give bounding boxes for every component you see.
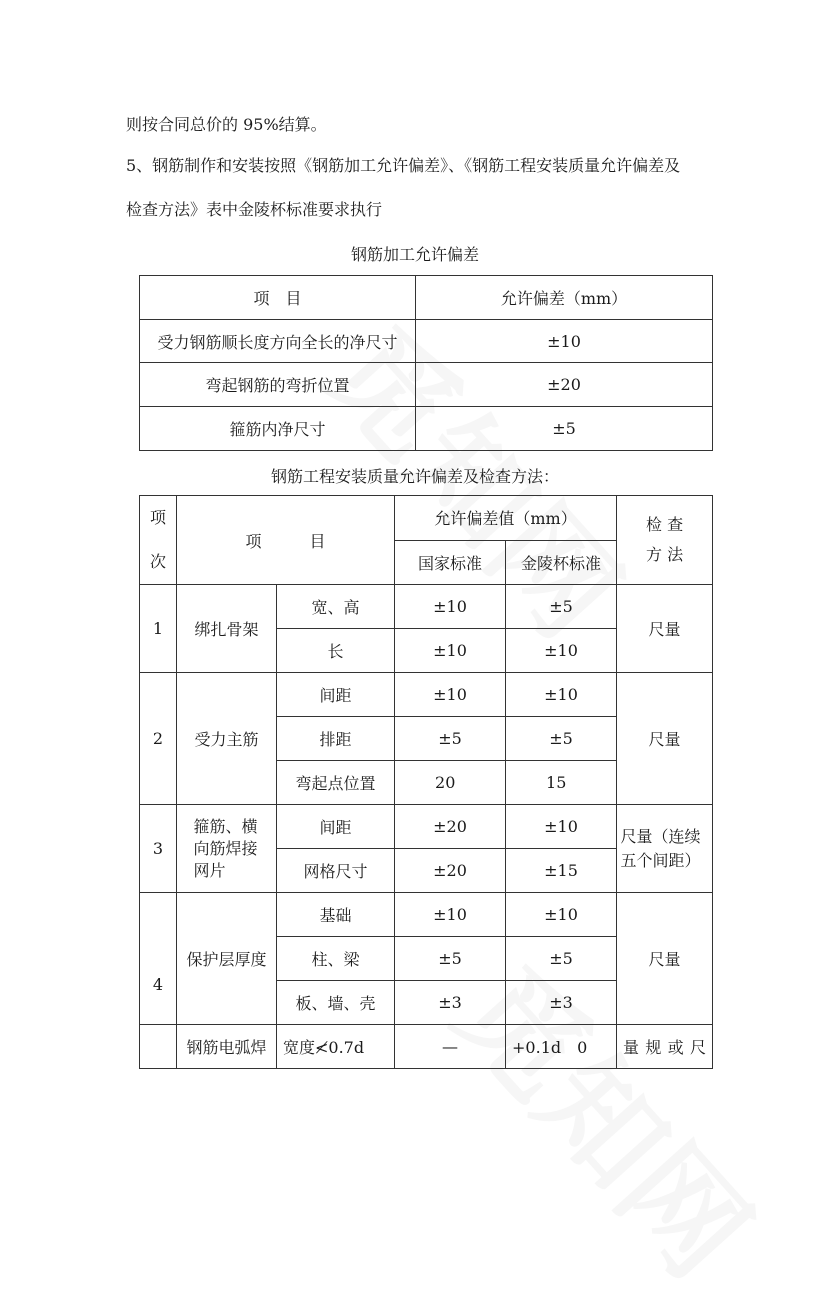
sub-item: 基础	[277, 893, 395, 937]
jinling-value: ±10	[506, 805, 617, 849]
check-method: 尺量	[617, 673, 713, 805]
table2-caption: 钢筋工程安装质量允许偏差及检查方法：	[270, 467, 559, 486]
paragraph-line-2: 5、钢筋制作和安装按照《钢筋加工允许偏差》、《钢筋工程安装质量允许偏差及	[126, 156, 681, 175]
group-name: 保护层厚度	[177, 893, 277, 1025]
table-row	[140, 320, 713, 363]
table1-item: 弯起钢筋的弯折位置	[140, 363, 416, 407]
jinling-value: ±10	[506, 629, 617, 673]
table1-value: ±20	[416, 363, 713, 407]
table1-header-tolerance: 允许偏差（mm）	[416, 276, 713, 320]
table1-item: 受力钢筋顺长度方向全长的净尺寸	[140, 320, 416, 363]
jinling-value: ±3	[506, 981, 617, 1025]
jinling-value: ±5	[506, 585, 617, 629]
sub-item: 长	[277, 629, 395, 673]
jinling-value: ±15	[506, 849, 617, 893]
check-method: 量 规 或 尺	[617, 1025, 713, 1069]
header-item: 项 目	[177, 496, 395, 585]
national-value: ±10	[395, 629, 506, 673]
national-value: ±10	[395, 673, 506, 717]
table2-header-row	[140, 496, 713, 541]
group-number: 1	[140, 585, 177, 673]
table-row	[140, 407, 713, 451]
table1-value: ±5	[416, 407, 713, 451]
jinling-value: ±5	[506, 937, 617, 981]
jinling-value: ±5	[506, 717, 617, 761]
header-method: 检 查 方 法	[617, 496, 713, 585]
table-row	[140, 585, 713, 629]
header-national: 国家标准	[395, 540, 506, 585]
table1-item: 箍筋内净尺寸	[140, 407, 416, 451]
jinling-value: 15	[506, 761, 617, 805]
group-number: 2	[140, 673, 177, 805]
table-row	[140, 805, 713, 849]
check-method: 尺量	[617, 893, 713, 1025]
table1	[139, 275, 713, 451]
table-row	[140, 673, 713, 717]
table1-header-item: 项 目	[140, 276, 416, 320]
national-value: ±20	[395, 849, 506, 893]
national-value: ±5	[395, 717, 506, 761]
table-row	[140, 363, 713, 407]
sub-item: 网格尺寸	[277, 849, 395, 893]
sub-item: 宽、高	[277, 585, 395, 629]
group-name: 受力主筋	[177, 673, 277, 805]
sub-item: 宽度≮0.7d	[277, 1025, 395, 1069]
table1-caption: 钢筋加工允许偏差	[350, 245, 479, 264]
table-row	[140, 893, 713, 937]
national-value: 20	[395, 761, 506, 805]
header-jinling: 金陵杯标准	[506, 540, 617, 585]
sub-item: 排距	[277, 717, 395, 761]
paragraph-line-3: 检查方法》表中金陵杯标准要求执行	[126, 200, 383, 219]
national-value: ±10	[395, 893, 506, 937]
group-name: 钢筋电弧焊	[177, 1025, 277, 1069]
group-name: 箍筋、横向筋焊接网片	[177, 805, 277, 893]
sub-item: 板、墙、壳	[277, 981, 395, 1025]
check-method: 尺量	[617, 585, 713, 673]
jinling-value: +0.1d 0	[506, 1025, 617, 1069]
group-number: 4	[140, 893, 177, 1025]
sub-item: 间距	[277, 805, 395, 849]
sub-item: 柱、梁	[277, 937, 395, 981]
national-value: —	[395, 1025, 506, 1069]
table1-value: ±10	[416, 320, 713, 363]
national-value: ±3	[395, 981, 506, 1025]
group-number	[140, 1025, 177, 1069]
check-method: 尺量（连续五个间距）	[617, 805, 713, 893]
jinling-value: ±10	[506, 673, 617, 717]
group-number: 3	[140, 805, 177, 893]
national-value: ±5	[395, 937, 506, 981]
jinling-value: ±10	[506, 893, 617, 937]
sub-item: 间距	[277, 673, 395, 717]
paragraph-line-1: 则按合同总价的 95%结算。	[126, 115, 327, 134]
header-seq: 项次	[140, 496, 177, 585]
table1-header-row	[140, 276, 713, 320]
table2	[139, 495, 713, 1069]
national-value: ±10	[395, 585, 506, 629]
sub-item: 弯起点位置	[277, 761, 395, 805]
national-value: ±20	[395, 805, 506, 849]
group-name: 绑扎骨架	[177, 585, 277, 673]
header-tolerance: 允许偏差值（mm）	[395, 496, 617, 541]
table-row	[140, 1025, 713, 1069]
